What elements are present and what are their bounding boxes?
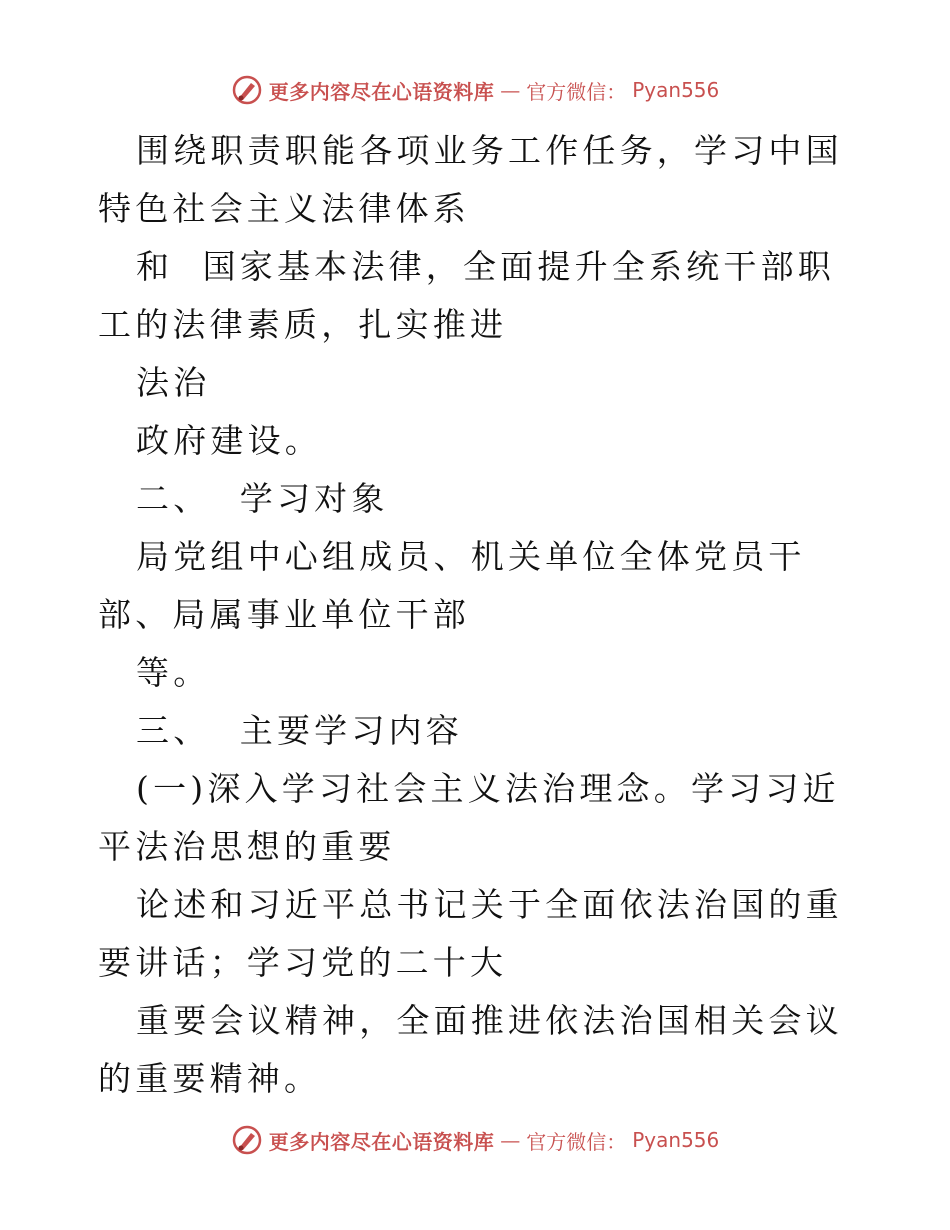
paragraph: 围绕职责职能各项业务工作任务，学习中国特色社会主义法律体系 [98, 131, 843, 228]
document-body [98, 122, 858, 1108]
watermark-separator: — [500, 1128, 521, 1152]
section-heading: 二、 学习对象 [136, 479, 389, 518]
watermark-text: 更多内容尽在心语资料库 [268, 79, 495, 104]
paragraph: 法治 [136, 363, 211, 402]
watermark-separator: — [500, 78, 521, 102]
pen-logo-icon [231, 1124, 263, 1156]
footer-watermark [0, 1120, 950, 1160]
header-watermark [0, 70, 950, 110]
section-heading: 三、 主要学习内容 [136, 711, 463, 750]
pen-logo-icon [231, 74, 263, 106]
paragraph: 论述和习近平总书记关于全面依法治国的重要讲话；学习党的二十大 [98, 885, 843, 982]
paragraph: 等。 [136, 653, 211, 692]
watermark-id: Pyan556 [632, 78, 720, 102]
paragraph: 重要会议精神，全面推进依法治国相关会议的重要精神。 [98, 1001, 843, 1098]
watermark-suffix: 官方微信： [526, 79, 627, 104]
paragraph: (一)深入学习社会主义法治理念。学习习近平法治思想的重要 [98, 769, 840, 866]
paragraph: 局党组中心组成员、机关单位全体党员干部、局属事业单位干部 [98, 537, 806, 634]
paragraph: 政府建设。 [136, 421, 322, 460]
paragraph: 和 国家基本法律，全面提升全系统干部职工的法律素质，扎实推进 [98, 247, 835, 344]
watermark-id: Pyan556 [632, 1128, 720, 1152]
watermark-text: 更多内容尽在心语资料库 [268, 1129, 495, 1154]
watermark-suffix: 官方微信： [526, 1129, 627, 1154]
